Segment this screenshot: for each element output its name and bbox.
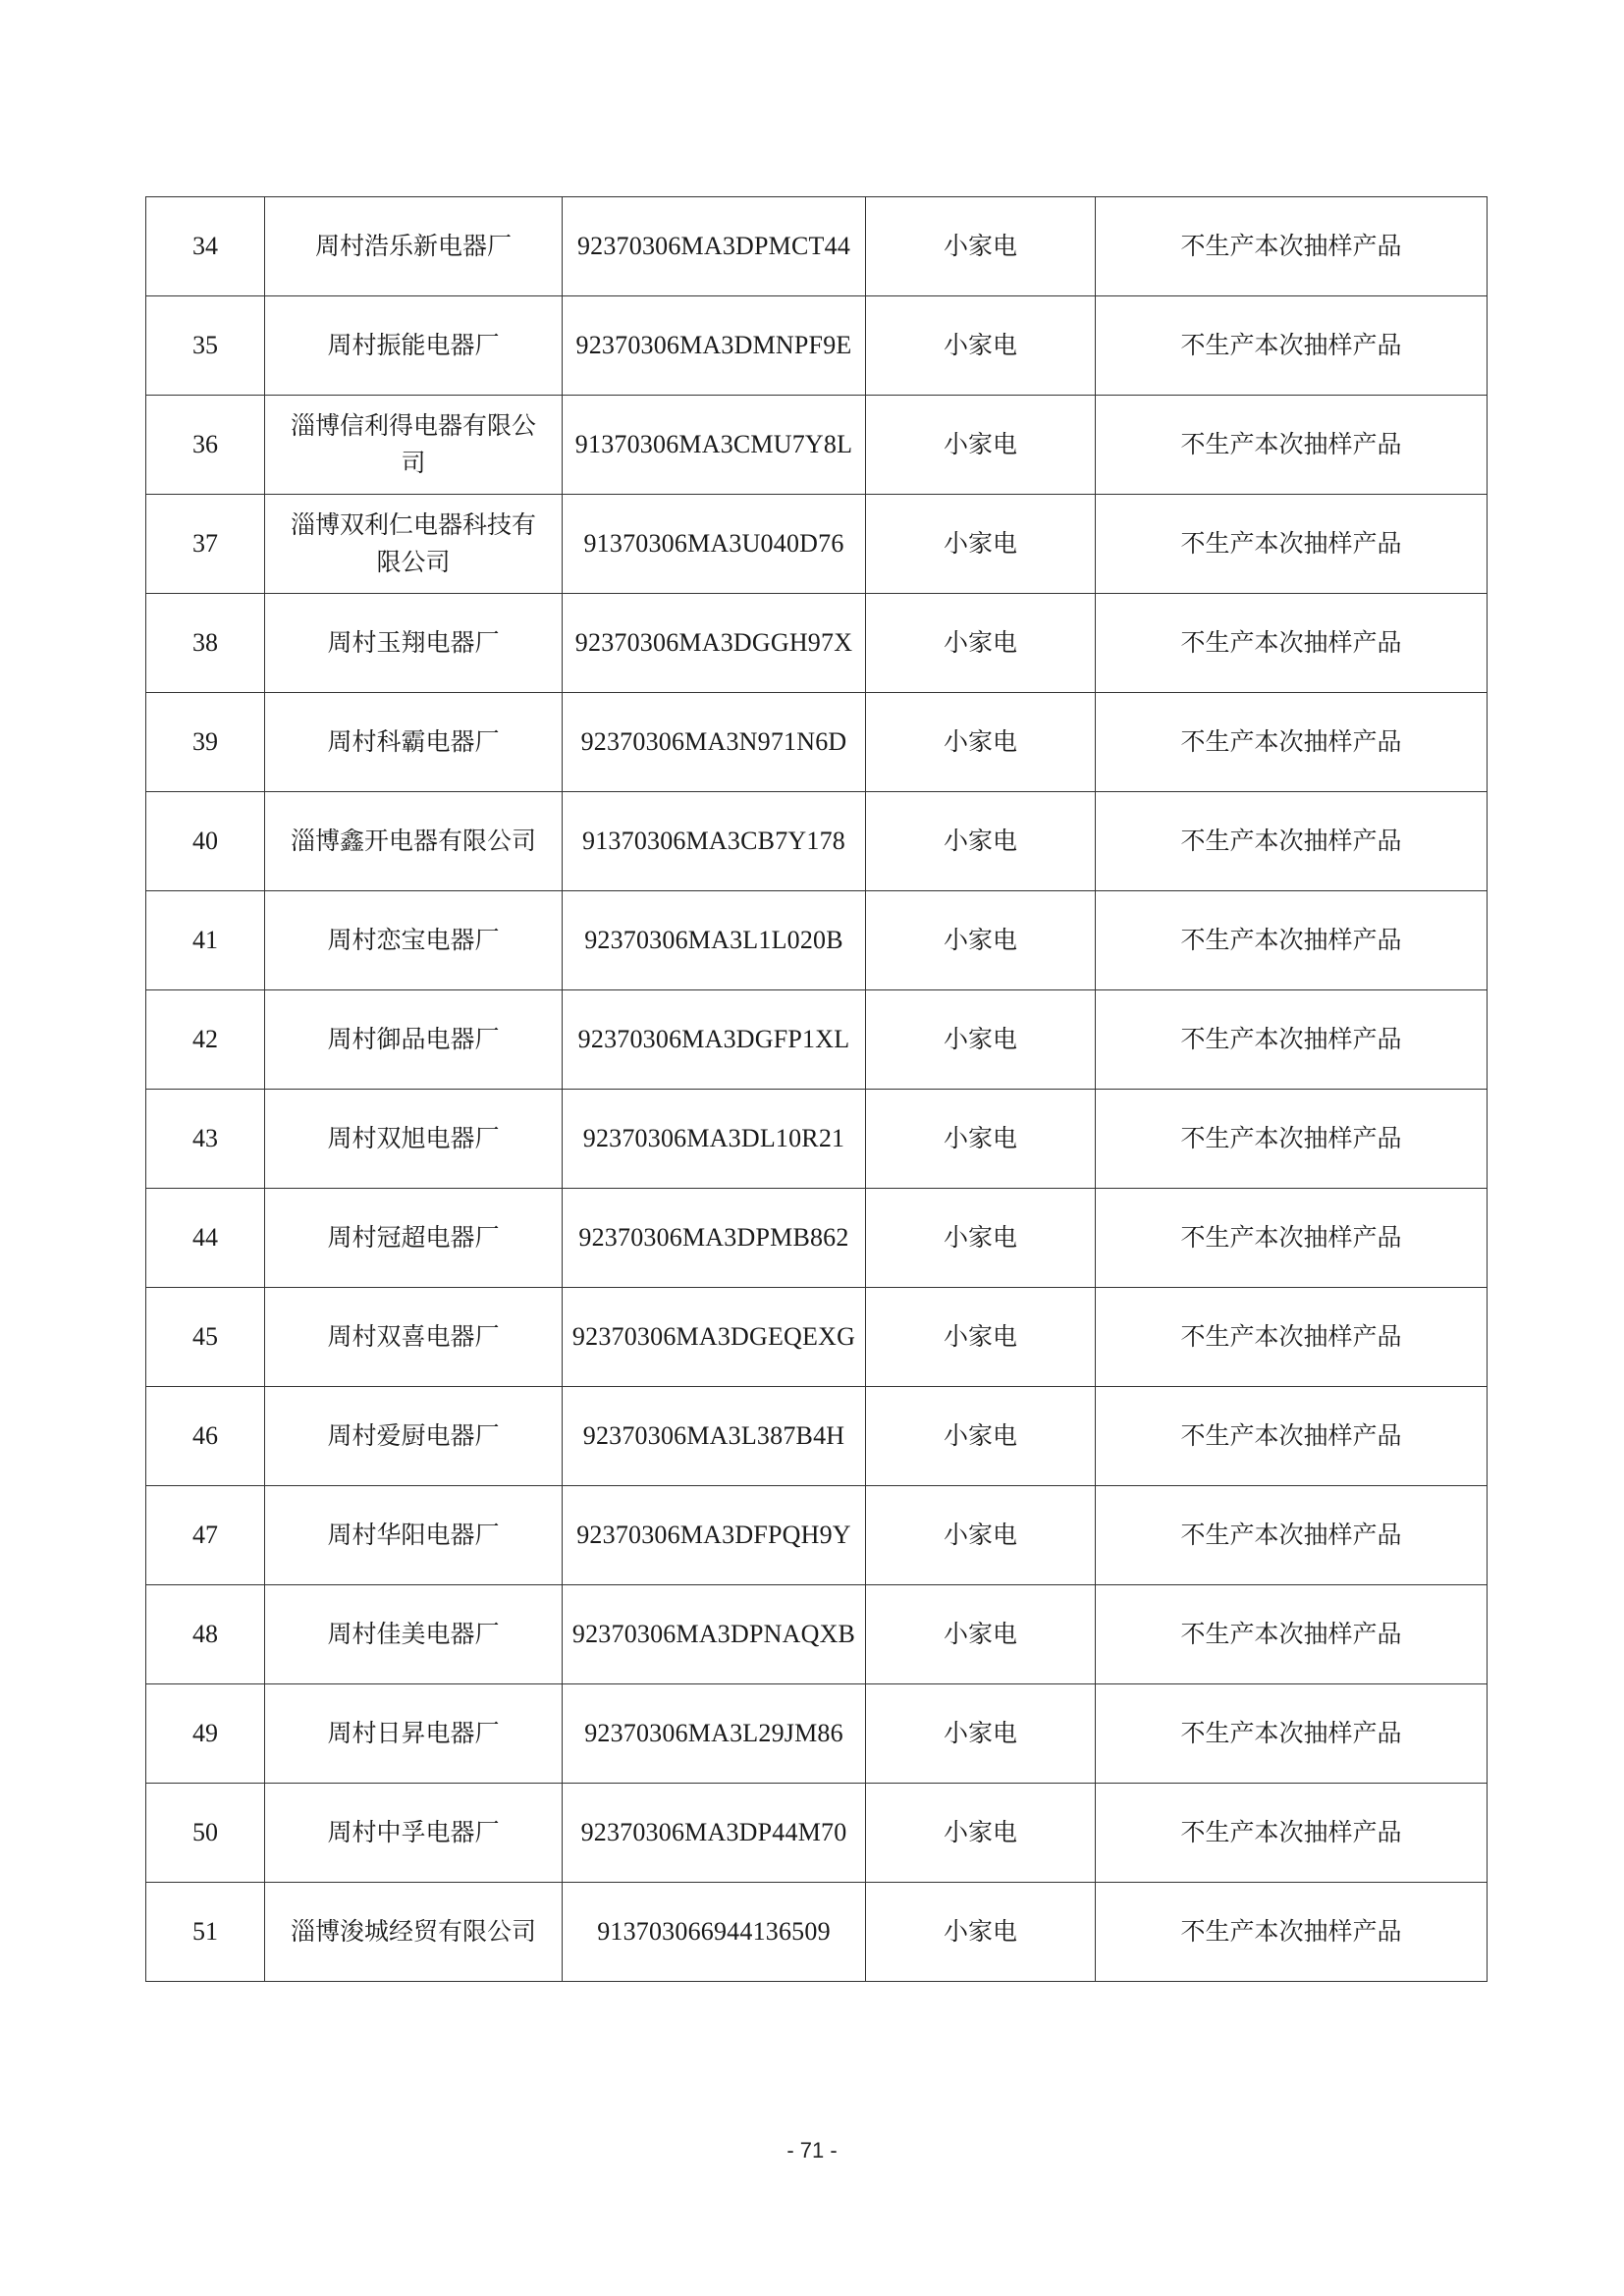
table-row	[146, 296, 1488, 396]
row-number-cell: 35	[146, 296, 265, 396]
status-cell: 不生产本次抽样产品	[1096, 1090, 1488, 1189]
company-name-cell	[265, 197, 563, 296]
company-name-cell	[265, 1387, 563, 1486]
product-category-cell: 小家电	[866, 495, 1096, 594]
row-number-cell: 49	[146, 1684, 265, 1784]
company-name-text: 周村日昇电器厂	[327, 1719, 500, 1747]
company-name-cell	[265, 495, 563, 594]
company-name-cell	[265, 1784, 563, 1883]
status-cell: 不生产本次抽样产品	[1096, 296, 1488, 396]
status-cell: 不生产本次抽样产品	[1096, 891, 1488, 990]
company-name-text: 淄博浚城经贸有限公司	[290, 1917, 536, 1946]
credit-code-cell: 92370306MA3L1L020B	[563, 891, 866, 990]
product-category-cell: 小家电	[866, 396, 1096, 495]
product-category-cell: 小家电	[866, 197, 1096, 296]
status-cell: 不生产本次抽样产品	[1096, 1784, 1488, 1883]
product-category-cell: 小家电	[866, 1883, 1096, 1982]
row-number-cell: 48	[146, 1585, 265, 1684]
company-name-text: 周村双旭电器厂	[327, 1124, 500, 1152]
product-category-cell: 小家电	[866, 1090, 1096, 1189]
company-name-cell	[265, 1189, 563, 1288]
company-name-text: 淄博信利得电器有限公司	[290, 411, 536, 477]
status-cell: 不生产本次抽样产品	[1096, 594, 1488, 693]
table-row	[146, 1883, 1488, 1982]
company-name-text: 周村爱厨电器厂	[327, 1421, 500, 1450]
row-number-cell: 43	[146, 1090, 265, 1189]
product-category-cell: 小家电	[866, 1585, 1096, 1684]
status-cell: 不生产本次抽样产品	[1096, 495, 1488, 594]
company-name-text: 周村双喜电器厂	[327, 1322, 500, 1351]
credit-code-cell: 92370306MA3DGFP1XL	[563, 990, 866, 1090]
company-name-cell	[265, 891, 563, 990]
table-row	[146, 1189, 1488, 1288]
company-name-text: 淄博双利仁电器科技有限公司	[290, 510, 536, 576]
credit-code-cell: 92370306MA3DGEQEXG	[563, 1288, 866, 1387]
company-name-text: 周村冠超电器厂	[327, 1223, 500, 1252]
credit-code-cell: 92370306MA3DPNAQXB	[563, 1585, 866, 1684]
product-category-cell: 小家电	[866, 792, 1096, 891]
table-row	[146, 1387, 1488, 1486]
table-row	[146, 396, 1488, 495]
status-cell: 不生产本次抽样产品	[1096, 1684, 1488, 1784]
table-row	[146, 1684, 1488, 1784]
company-name-cell	[265, 396, 563, 495]
credit-code-cell: 92370306MA3L387B4H	[563, 1387, 866, 1486]
credit-code-cell: 92370306MA3N971N6D	[563, 693, 866, 792]
table-row	[146, 1585, 1488, 1684]
row-number-cell: 34	[146, 197, 265, 296]
company-name-cell	[265, 1288, 563, 1387]
credit-code-cell: 92370306MA3L29JM86	[563, 1684, 866, 1784]
company-name-text: 周村浩乐新电器厂	[314, 232, 512, 260]
company-name-text: 周村振能电器厂	[327, 331, 500, 359]
row-number-cell: 42	[146, 990, 265, 1090]
product-category-cell: 小家电	[866, 1684, 1096, 1784]
page-number: - 71 -	[786, 2138, 838, 2163]
table-row	[146, 1090, 1488, 1189]
status-cell: 不生产本次抽样产品	[1096, 1883, 1488, 1982]
table-row	[146, 1288, 1488, 1387]
product-category-cell: 小家电	[866, 1784, 1096, 1883]
row-number-cell: 44	[146, 1189, 265, 1288]
company-name-text: 周村科霸电器厂	[327, 727, 500, 756]
status-cell: 不生产本次抽样产品	[1096, 1486, 1488, 1585]
table-row	[146, 990, 1488, 1090]
company-name-text: 周村华阳电器厂	[327, 1521, 500, 1549]
row-number-cell: 45	[146, 1288, 265, 1387]
credit-code-cell: 91370306MA3U040D76	[563, 495, 866, 594]
row-number-cell: 50	[146, 1784, 265, 1883]
status-cell: 不生产本次抽样产品	[1096, 1288, 1488, 1387]
status-cell: 不生产本次抽样产品	[1096, 1189, 1488, 1288]
row-number-cell: 36	[146, 396, 265, 495]
product-category-cell: 小家电	[866, 891, 1096, 990]
status-cell: 不生产本次抽样产品	[1096, 1585, 1488, 1684]
table-row	[146, 197, 1488, 296]
credit-code-cell: 92370306MA3DMNPF9E	[563, 296, 866, 396]
table-row	[146, 594, 1488, 693]
table-row	[146, 792, 1488, 891]
row-number-cell: 46	[146, 1387, 265, 1486]
status-cell: 不生产本次抽样产品	[1096, 792, 1488, 891]
status-cell: 不生产本次抽样产品	[1096, 1387, 1488, 1486]
company-name-cell	[265, 990, 563, 1090]
row-number-cell: 38	[146, 594, 265, 693]
company-name-cell	[265, 693, 563, 792]
product-category-cell: 小家电	[866, 1288, 1096, 1387]
product-category-cell: 小家电	[866, 1387, 1096, 1486]
product-category-cell: 小家电	[866, 1486, 1096, 1585]
company-name-cell	[265, 1684, 563, 1784]
row-number-cell: 47	[146, 1486, 265, 1585]
company-name-cell	[265, 594, 563, 693]
table-row	[146, 1784, 1488, 1883]
company-name-cell	[265, 792, 563, 891]
table-row	[146, 693, 1488, 792]
company-name-text: 周村玉翔电器厂	[327, 628, 500, 657]
credit-code-cell: 92370306MA3DPMB862	[563, 1189, 866, 1288]
row-number-cell: 40	[146, 792, 265, 891]
credit-code-cell: 92370306MA3DFPQH9Y	[563, 1486, 866, 1585]
company-name-text: 淄博鑫开电器有限公司	[290, 827, 536, 855]
table-row	[146, 495, 1488, 594]
company-name-cell	[265, 1486, 563, 1585]
status-cell: 不生产本次抽样产品	[1096, 990, 1488, 1090]
table-body	[146, 197, 1488, 1982]
company-name-text: 周村恋宝电器厂	[327, 926, 500, 954]
company-name-cell	[265, 296, 563, 396]
row-number-cell: 51	[146, 1883, 265, 1982]
credit-code-cell: 91370306MA3CB7Y178	[563, 792, 866, 891]
credit-code-cell: 913703066944136509	[563, 1883, 866, 1982]
status-cell: 不生产本次抽样产品	[1096, 396, 1488, 495]
credit-code-cell: 92370306MA3DP44M70	[563, 1784, 866, 1883]
credit-code-cell: 91370306MA3CMU7Y8L	[563, 396, 866, 495]
row-number-cell: 37	[146, 495, 265, 594]
status-cell: 不生产本次抽样产品	[1096, 197, 1488, 296]
product-category-cell: 小家电	[866, 594, 1096, 693]
company-name-text: 周村佳美电器厂	[327, 1620, 500, 1648]
product-category-cell: 小家电	[866, 693, 1096, 792]
product-category-cell: 小家电	[866, 1189, 1096, 1288]
company-name-cell	[265, 1090, 563, 1189]
row-number-cell: 39	[146, 693, 265, 792]
credit-code-cell: 92370306MA3DPMCT44	[563, 197, 866, 296]
enterprise-table	[145, 196, 1488, 1982]
table-row	[146, 1486, 1488, 1585]
credit-code-cell: 92370306MA3DL10R21	[563, 1090, 866, 1189]
company-name-cell	[265, 1883, 563, 1982]
company-name-text: 周村中孚电器厂	[327, 1818, 500, 1846]
product-category-cell: 小家电	[866, 296, 1096, 396]
company-name-text: 周村御品电器厂	[327, 1025, 500, 1053]
product-category-cell: 小家电	[866, 990, 1096, 1090]
row-number-cell: 41	[146, 891, 265, 990]
table-row	[146, 891, 1488, 990]
company-name-cell	[265, 1585, 563, 1684]
credit-code-cell: 92370306MA3DGGH97X	[563, 594, 866, 693]
status-cell: 不生产本次抽样产品	[1096, 693, 1488, 792]
